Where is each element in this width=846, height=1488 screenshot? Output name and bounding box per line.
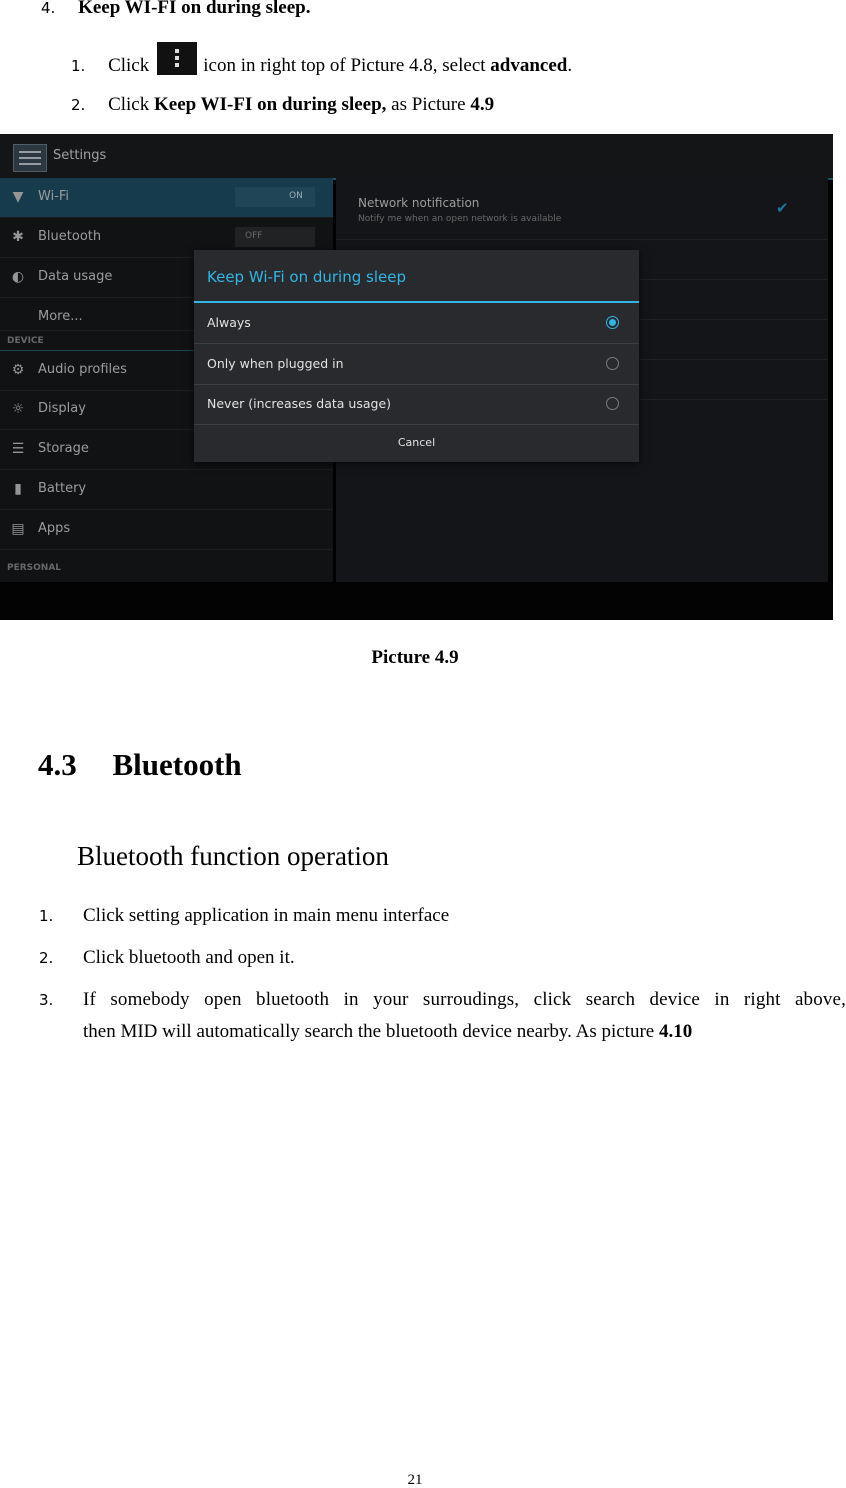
display-icon: ☼ bbox=[11, 401, 25, 417]
option-always[interactable]: Always bbox=[194, 303, 639, 344]
step-heading: 4. Keep WI-FI on during sleep. bbox=[41, 0, 311, 19]
figure-caption: Picture 4.9 bbox=[371, 647, 459, 668]
instruction-2: 2. Click Keep WI-FI on during sleep, as Picture 4.9 bbox=[71, 94, 495, 115]
audio-icon: ⚙ bbox=[11, 362, 25, 378]
overflow-menu-icon bbox=[157, 42, 197, 75]
wifi-toggle[interactable]: ON bbox=[235, 187, 315, 207]
bt-step-2: 2. Click bluetooth and open it. bbox=[39, 947, 295, 968]
bluetooth-toggle[interactable]: OFF bbox=[235, 227, 315, 247]
data-usage-icon: ◐ bbox=[11, 269, 25, 285]
radio-unchecked-icon[interactable] bbox=[606, 397, 619, 410]
page-number: 21 bbox=[407, 1472, 423, 1488]
dialog-title: Keep Wi-Fi on during sleep bbox=[207, 268, 406, 286]
radio-checked-icon[interactable] bbox=[606, 316, 619, 329]
battery-icon: ▮ bbox=[14, 481, 22, 497]
step-title: Keep WI-FI on during sleep. bbox=[78, 0, 311, 18]
network-notification-title: Network notification bbox=[358, 196, 480, 210]
section-device: DEVICE bbox=[7, 336, 44, 346]
bluetooth-icon: ✱ bbox=[12, 229, 24, 245]
cancel-button[interactable]: Cancel bbox=[397, 436, 436, 449]
option-only-when-plugged-in[interactable]: Only when plugged in bbox=[194, 344, 639, 385]
apps-icon: ▤ bbox=[11, 521, 25, 537]
instruction-1: 1. Click icon in right top of Picture 4.8, select advanced. bbox=[71, 50, 572, 83]
section-heading: 4.3 Bluetooth bbox=[38, 747, 242, 782]
bt-step-3: 3. bbox=[39, 991, 54, 1009]
network-notification-desc: Notify me when an open network is available bbox=[358, 214, 562, 224]
wifi-icon: ▼ bbox=[12, 189, 24, 205]
network-notification-checkbox[interactable]: ✔ bbox=[776, 199, 789, 217]
sidebar-item-apps[interactable]: ▤ Apps bbox=[0, 510, 333, 550]
bt-step-1: 1. Click setting application in main menu interface bbox=[39, 905, 450, 926]
sidebar-item-data-usage[interactable]: ◐ Data usage bbox=[0, 258, 333, 298]
bt-step-3-line-2: then MID will automatically search the bluetooth device nearby. As picture 4.10 bbox=[83, 1021, 693, 1042]
app-title: Settings bbox=[53, 148, 107, 163]
sidebar-item-bluetooth[interactable]: ✱ Bluetooth OFF bbox=[0, 218, 333, 258]
settings-screenshot bbox=[0, 134, 833, 620]
sidebar-item-more[interactable]: More... bbox=[0, 298, 333, 331]
sidebar-item-wifi[interactable]: ▼ Wi-Fi ON bbox=[0, 178, 333, 218]
storage-icon: ☰ bbox=[11, 441, 25, 457]
option-never[interactable]: Never (increases data usage) bbox=[194, 384, 639, 425]
keep-wifi-dialog bbox=[194, 250, 639, 462]
radio-unchecked-icon[interactable] bbox=[606, 357, 619, 370]
sidebar-item-battery[interactable]: ▮ Battery bbox=[0, 470, 333, 510]
bt-step-3-line-1: If somebody open bluetooth in your surroudings, click search device in right above, bbox=[83, 989, 846, 1010]
subheading: Bluetooth function operation bbox=[77, 841, 389, 871]
section-personal: PERSONAL bbox=[7, 563, 62, 573]
sidebar-item-display[interactable]: ☼ Display bbox=[0, 390, 333, 430]
sidebar-item-audio-profiles[interactable]: ⚙ Audio profiles bbox=[0, 350, 333, 391]
sidebar-item-storage[interactable]: ☰ Storage bbox=[0, 430, 333, 470]
